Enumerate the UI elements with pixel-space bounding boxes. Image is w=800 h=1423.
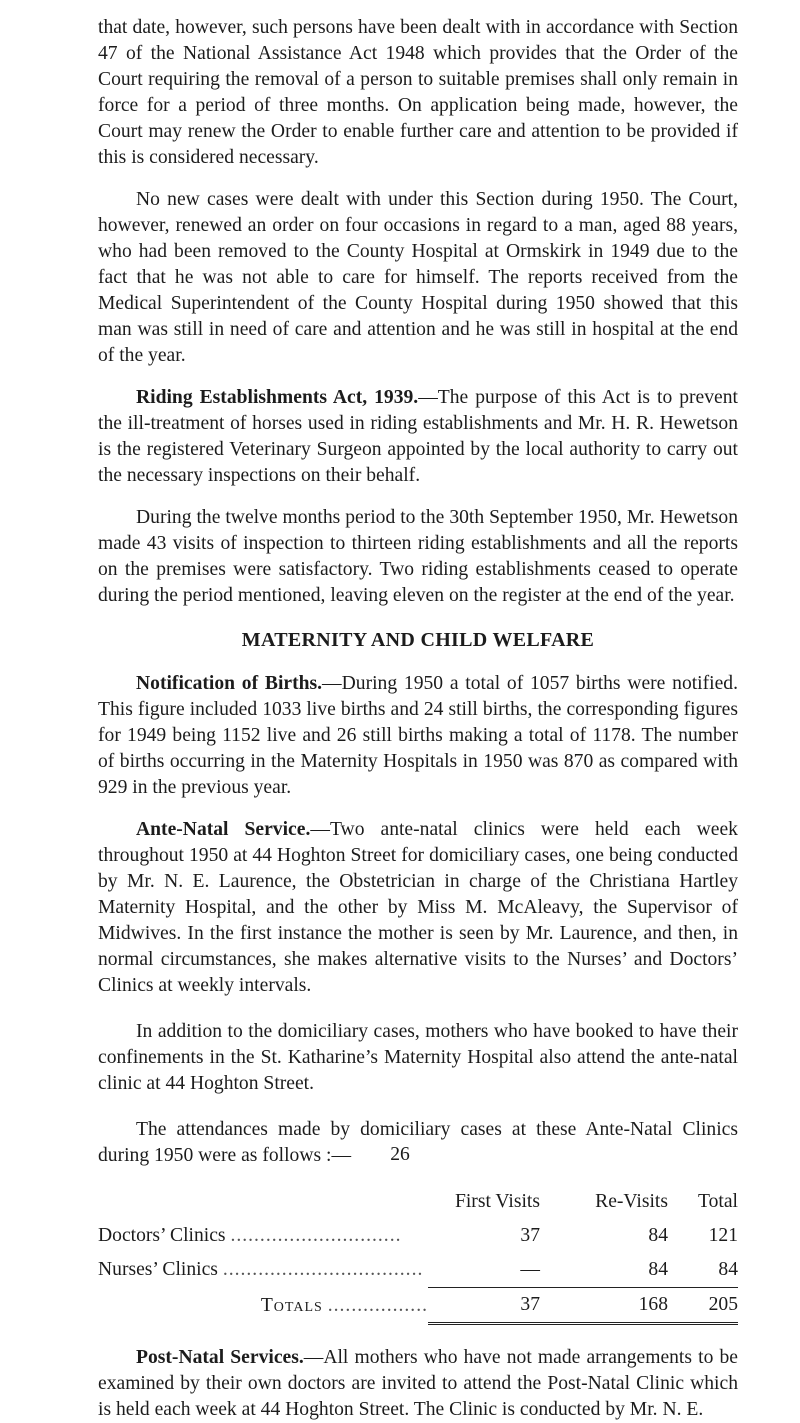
cell-first-visits-total: 37 [428, 1288, 578, 1324]
page-number: 26 [390, 1144, 410, 1165]
table-row [98, 1253, 738, 1288]
row-label: Nurses’ Clinics [98, 1259, 218, 1281]
paragraph-text: —All mothers who have not made arrangements to be examined by their own doctors are invited to attend the Post-Natal Clinic which is held each week at 44 Hoghton Street. The Clinic is conducted by Mr. N. E. [98, 1347, 738, 1420]
paragraph-domiciliary: In addition to the domiciliary cases, mothers who have booked to have their confinements in the St. Katharine’s Maternity Hospital also attend the ante-natal clinic at 44 Hoghton Street. [98, 1021, 738, 1094]
column-header-total: Total [698, 1191, 738, 1212]
row-label: Doctors’ Clinics [98, 1225, 226, 1246]
cell-total: 121 [708, 1225, 738, 1246]
document-page [98, 15, 738, 1423]
paragraph-ante-natal [98, 817, 738, 999]
run-in-heading: Notification of Births. [136, 673, 323, 694]
paragraph-notification-births [98, 671, 738, 801]
cell-grand-total: 205 [678, 1288, 738, 1324]
table-row [98, 1219, 738, 1253]
paragraph-text: —Two ante-natal clinics were held each week throughout 1950 at 44 Hoghton Street for domiciliary cases, one being conducted by Mr. N. E. Laurence, the Obstetrician in charge of the Christiana Hartley Maternity Hospital, and the other by Miss M. McAleavy, the Supervisor of Midwives. In the first instance the mother is seen by Mr. Laurence, and then, in normal circumstances, she makes alternative visits to the Nurses’ and Doctors’ Clinics at weekly intervals. [98, 819, 738, 996]
paragraph-text: —During 1950 a total of 1057 births were notified. This figure included 1033 live births and 24 still births, the corresponding figures for 1949 being 1152 live and 26 still births making a total of 1178. The number of births occurring in the Maternity Hospitals in 1950 was 870 as compared with 929 in the previous year. [98, 673, 738, 798]
paragraph-post-natal [98, 1345, 738, 1423]
leader-dots: .................................. [222, 1259, 424, 1281]
run-in-heading: Post-Natal Services. [136, 1347, 304, 1368]
paragraph-court-cases: No new cases were dealt with under this Section during 1950. The Court, however, renewed an order on four occasions in regard to a man, aged 88 years, who had been removed to the County Hospital at Ormskirk in 1949 due to the fact that he was not able to care for himself. The reports received from the Medical Superintendent of the County Hospital during 1950 showed that this man was still in need of care and attention and he was still in hospital at the end of the year. [98, 189, 738, 366]
cell-first-visits: 37 [520, 1225, 540, 1246]
run-in-heading: Riding Establishments Act, 1939. [136, 387, 419, 408]
leader-dots: ............................. [230, 1225, 402, 1246]
leader-dots: ................. [327, 1294, 428, 1316]
paragraph-attendances-intro: The attendances made by domiciliary cases at these Ante-Natal Clinics during 1950 were as follows :— [98, 1119, 738, 1166]
column-header-first-visits: First Visits [454, 1191, 540, 1212]
cell-first-visits: — [520, 1259, 540, 1280]
totals-label: Totals [260, 1294, 323, 1316]
run-in-heading: Ante-Natal Service. [136, 819, 311, 840]
cell-re-visits-total: 168 [578, 1288, 678, 1324]
attendance-table [98, 1185, 738, 1325]
cell-re-visits: 84 [648, 1225, 668, 1246]
paragraph-text: —The purpose of this Act is to prevent the ill-treatment of horses used in riding establishments and Mr. H. R. Hewetson is the registered Veterinary Surgeon appointed by the local authority to carry out the necessary inspections on their behalf. [98, 387, 738, 486]
table-header-row [98, 1185, 738, 1219]
cell-re-visits: 84 [648, 1259, 668, 1280]
paragraph-inspections: During the twelve months period to the 30th September 1950, Mr. Hewetson made 43 visits of inspection to thirteen riding establishments and all the reports on the premises were satisfactory. Two riding establishments ceased to operate during the period mentioned, leaving eleven on the register at the end of the year. [98, 507, 738, 606]
paragraph-section-47: that date, however, such persons have been dealt with in accordance with Section 47 of the National Assistance Act 1948 which provides that the Order of the Court requiring the removal of a person to suitable premises shall only remain in force for a period of three months. On application being made, however, the Court may renew the Order to enable further care and attention to be provided if this is considered necessary. [98, 17, 738, 168]
column-header-re-visits: Re-Visits [595, 1191, 668, 1212]
section-heading: MATERNITY AND CHILD WELFARE [241, 629, 595, 651]
cell-total: 84 [718, 1259, 738, 1280]
table-totals-row [98, 1288, 738, 1324]
paragraph-riding-act [98, 385, 738, 489]
